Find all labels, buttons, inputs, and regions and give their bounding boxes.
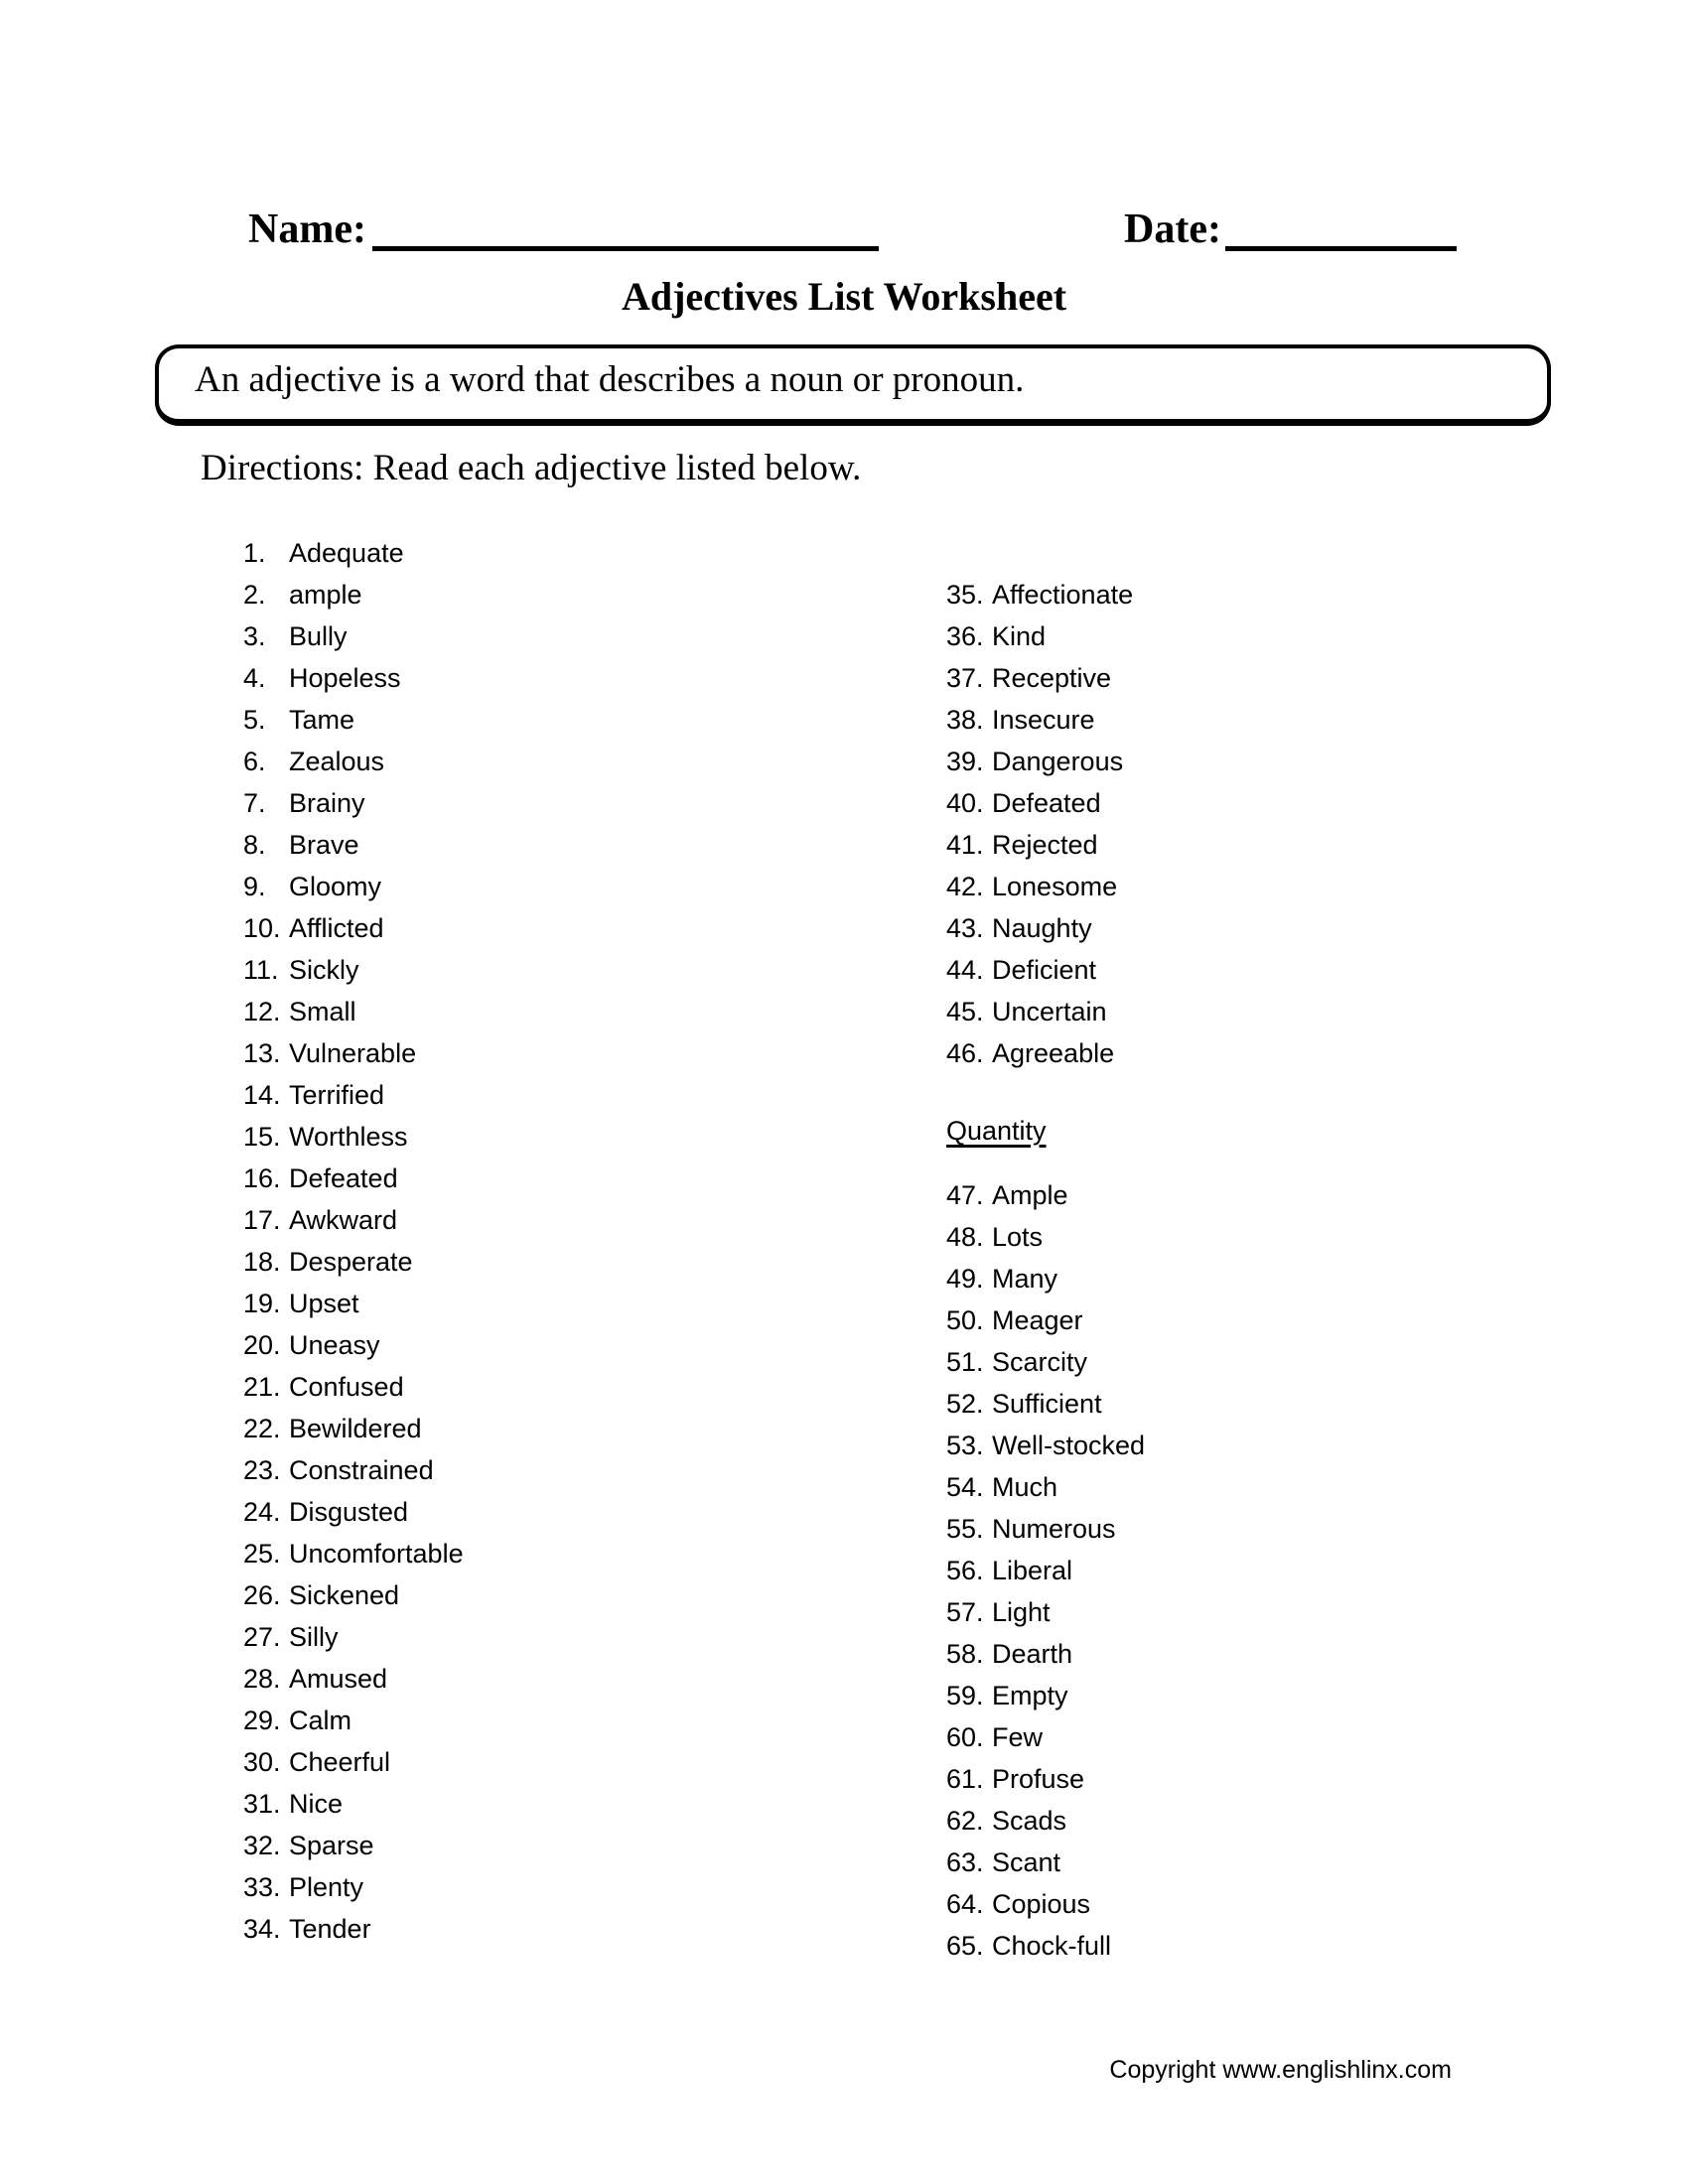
- list-item: [243, 1533, 464, 1574]
- item-word: Tender: [289, 1914, 371, 1944]
- item-word: Chock-full: [992, 1931, 1112, 1961]
- list-item: [243, 782, 464, 824]
- item-number: 46.: [946, 1038, 984, 1068]
- item-number: 7.: [243, 788, 266, 818]
- item-number: 45.: [946, 997, 984, 1026]
- item-word: Brave: [289, 830, 359, 860]
- item-number: 32.: [243, 1831, 281, 1860]
- list-item: [243, 866, 464, 907]
- list-item: [946, 1800, 1145, 1842]
- item-number: 48.: [946, 1222, 984, 1252]
- item-word: Lonesome: [992, 872, 1118, 901]
- list-item: [243, 741, 464, 782]
- item-word: Sparse: [289, 1831, 374, 1860]
- definition-box: [155, 344, 1551, 426]
- list-item: [243, 532, 464, 574]
- item-word: Profuse: [992, 1764, 1085, 1794]
- item-number: 5.: [243, 705, 266, 735]
- item-word: Light: [992, 1597, 1051, 1627]
- item-number: 36.: [946, 621, 984, 651]
- item-word: Defeated: [289, 1163, 398, 1193]
- list-item: [243, 907, 464, 949]
- list-item: [243, 949, 464, 991]
- item-number: 11.: [243, 955, 279, 985]
- item-word: Dearth: [992, 1639, 1073, 1669]
- item-number: 16.: [243, 1163, 281, 1193]
- name-label: Name:: [248, 206, 366, 252]
- item-number: 2.: [243, 580, 266, 610]
- item-number: 24.: [243, 1497, 281, 1527]
- date-blank-line: [1225, 246, 1457, 251]
- list-item: [946, 1842, 1145, 1883]
- list-item: [946, 1032, 1133, 1074]
- directions-text: Directions: Read each adjective listed below.: [201, 448, 862, 488]
- item-word: Defeated: [992, 788, 1101, 818]
- list-item: [946, 907, 1133, 949]
- item-word: Scads: [992, 1806, 1067, 1836]
- list-item: [243, 1616, 464, 1658]
- item-number: 42.: [946, 872, 984, 901]
- item-number: 50.: [946, 1305, 984, 1335]
- item-number: 34.: [243, 1914, 281, 1944]
- item-word: Plenty: [289, 1872, 364, 1902]
- item-number: 39.: [946, 747, 984, 776]
- list-item: [243, 1908, 464, 1950]
- item-number: 64.: [946, 1889, 984, 1919]
- list-item: [243, 699, 464, 741]
- list-item: [946, 574, 1133, 615]
- item-word: Ample: [992, 1180, 1068, 1210]
- item-word: Agreeable: [992, 1038, 1115, 1068]
- item-word: Desperate: [289, 1247, 413, 1277]
- item-number: 41.: [946, 830, 984, 860]
- copyright-text: Copyright www.englishlinx.com: [1109, 2056, 1452, 2084]
- list-item: [946, 1258, 1145, 1299]
- item-word: Sufficient: [992, 1389, 1102, 1419]
- item-word: Calm: [289, 1706, 352, 1735]
- item-number: 14.: [243, 1080, 281, 1110]
- list-item: [243, 1741, 464, 1783]
- item-number: 63.: [946, 1847, 984, 1877]
- item-word: Receptive: [992, 663, 1112, 693]
- list-item: [946, 615, 1133, 657]
- item-word: Lots: [992, 1222, 1044, 1252]
- item-word: Tame: [289, 705, 355, 735]
- item-word: Upset: [289, 1289, 359, 1318]
- list-item: [243, 1866, 464, 1908]
- item-number: 12.: [243, 997, 281, 1026]
- item-number: 57.: [946, 1597, 984, 1627]
- item-number: 53.: [946, 1431, 984, 1460]
- item-word: Affectionate: [992, 580, 1134, 610]
- item-number: 52.: [946, 1389, 984, 1419]
- item-word: Zealous: [289, 747, 385, 776]
- item-number: 37.: [946, 663, 984, 693]
- list-item: [243, 1366, 464, 1408]
- item-number: 1.: [243, 538, 266, 568]
- item-word: Much: [992, 1472, 1058, 1502]
- quantity-adjective-list: [946, 1174, 1145, 1967]
- list-item: [946, 1591, 1145, 1633]
- item-word: Scarcity: [992, 1347, 1088, 1377]
- item-number: 33.: [243, 1872, 281, 1902]
- item-word: Disgusted: [289, 1497, 409, 1527]
- quantity-section-heading: Quantity: [946, 1116, 1047, 1146]
- list-item: [243, 1408, 464, 1449]
- item-number: 20.: [243, 1330, 281, 1360]
- list-item: [243, 1074, 464, 1116]
- list-item: [946, 1633, 1145, 1675]
- item-number: 22.: [243, 1414, 281, 1443]
- item-word: Numerous: [992, 1514, 1116, 1544]
- list-item: [243, 1449, 464, 1491]
- list-item: [243, 1158, 464, 1199]
- item-number: 44.: [946, 955, 984, 985]
- list-item: [946, 1216, 1145, 1258]
- list-item: [946, 1883, 1145, 1925]
- item-number: 47.: [946, 1180, 984, 1210]
- list-item: [946, 824, 1133, 866]
- item-word: Dangerous: [992, 747, 1124, 776]
- item-word: Vulnerable: [289, 1038, 417, 1068]
- item-word: Insecure: [992, 705, 1095, 735]
- item-word: Few: [992, 1722, 1044, 1752]
- list-item: [946, 1925, 1145, 1967]
- item-number: 26.: [243, 1580, 281, 1610]
- list-item: [946, 741, 1133, 782]
- item-number: 9.: [243, 872, 266, 901]
- item-word: Scant: [992, 1847, 1061, 1877]
- list-item: [243, 574, 464, 615]
- item-word: Well-stocked: [992, 1431, 1146, 1460]
- list-item: [243, 1700, 464, 1741]
- list-item: [946, 991, 1133, 1032]
- list-item: [243, 1032, 464, 1074]
- list-item: [946, 949, 1133, 991]
- item-number: 31.: [243, 1789, 281, 1819]
- item-word: Empty: [992, 1681, 1068, 1710]
- item-number: 25.: [243, 1539, 281, 1569]
- item-word: Brainy: [289, 788, 365, 818]
- item-number: 30.: [243, 1747, 281, 1777]
- item-number: 38.: [946, 705, 984, 735]
- list-item: [946, 1341, 1145, 1383]
- list-item: [946, 1675, 1145, 1716]
- list-item: [946, 1299, 1145, 1341]
- item-number: 60.: [946, 1722, 984, 1752]
- list-item: [243, 1283, 464, 1324]
- item-number: 6.: [243, 747, 266, 776]
- list-item: [243, 1658, 464, 1700]
- item-number: 59.: [946, 1681, 984, 1710]
- item-word: Awkward: [289, 1205, 398, 1235]
- item-word: Kind: [992, 621, 1047, 651]
- list-item: [946, 866, 1133, 907]
- list-item: [243, 657, 464, 699]
- item-word: Sickly: [289, 955, 359, 985]
- list-item: [243, 1783, 464, 1825]
- item-number: 18.: [243, 1247, 281, 1277]
- item-number: 29.: [243, 1706, 281, 1735]
- item-word: Uncomfortable: [289, 1539, 464, 1569]
- item-word: Uneasy: [289, 1330, 380, 1360]
- adjective-list-right-column: [946, 574, 1133, 1074]
- list-item: [243, 1241, 464, 1283]
- item-number: 40.: [946, 788, 984, 818]
- list-item: [946, 1758, 1145, 1800]
- item-number: 10.: [243, 913, 281, 943]
- item-word: Adequate: [289, 538, 404, 568]
- item-word: Amused: [289, 1664, 388, 1694]
- adjective-list-left-column: [243, 532, 464, 1950]
- item-word: Copious: [992, 1889, 1091, 1919]
- item-word: Terrified: [289, 1080, 385, 1110]
- item-number: 28.: [243, 1664, 281, 1694]
- item-number: 21.: [243, 1372, 281, 1402]
- definition-text: An adjective is a word that describes a noun or pronoun.: [195, 359, 1025, 400]
- item-number: 17.: [243, 1205, 281, 1235]
- item-word: Bully: [289, 621, 348, 651]
- page-title: Adjectives List Worksheet: [621, 274, 1067, 319]
- item-number: 49.: [946, 1264, 984, 1294]
- item-word: Naughty: [992, 913, 1092, 943]
- item-word: Silly: [289, 1622, 339, 1652]
- item-word: Gloomy: [289, 872, 382, 901]
- item-word: ample: [289, 580, 362, 610]
- list-item: [243, 991, 464, 1032]
- item-word: Liberal: [992, 1556, 1073, 1585]
- item-number: 35.: [946, 580, 984, 610]
- item-number: 19.: [243, 1289, 281, 1318]
- item-word: Small: [289, 997, 356, 1026]
- list-item: [946, 1174, 1145, 1216]
- item-word: Many: [992, 1264, 1058, 1294]
- list-item: [946, 1383, 1145, 1425]
- item-word: Constrained: [289, 1455, 434, 1485]
- list-item: [946, 1466, 1145, 1508]
- item-number: 61.: [946, 1764, 984, 1794]
- item-number: 3.: [243, 621, 266, 651]
- list-item: [243, 1574, 464, 1616]
- item-number: 43.: [946, 913, 984, 943]
- list-item: [946, 1550, 1145, 1591]
- item-word: Confused: [289, 1372, 404, 1402]
- list-item: [243, 1324, 464, 1366]
- item-number: 51.: [946, 1347, 984, 1377]
- item-word: Hopeless: [289, 663, 401, 693]
- item-word: Rejected: [992, 830, 1098, 860]
- item-word: Afflicted: [289, 913, 384, 943]
- list-item: [243, 1199, 464, 1241]
- item-number: 27.: [243, 1622, 281, 1652]
- item-number: 56.: [946, 1556, 984, 1585]
- item-word: Nice: [289, 1789, 344, 1819]
- list-item: [243, 824, 464, 866]
- item-number: 54.: [946, 1472, 984, 1502]
- list-item: [243, 1491, 464, 1533]
- item-number: 13.: [243, 1038, 281, 1068]
- item-word: Bewildered: [289, 1414, 422, 1443]
- item-word: Worthless: [289, 1122, 408, 1152]
- list-item: [243, 615, 464, 657]
- item-number: 58.: [946, 1639, 984, 1669]
- item-word: Cheerful: [289, 1747, 391, 1777]
- item-number: 62.: [946, 1806, 984, 1836]
- list-item: [946, 1716, 1145, 1758]
- date-label: Date:: [1124, 206, 1221, 252]
- item-word: Uncertain: [992, 997, 1107, 1026]
- item-word: Meager: [992, 1305, 1083, 1335]
- list-item: [243, 1116, 464, 1158]
- item-number: 23.: [243, 1455, 281, 1485]
- name-blank-line: [372, 246, 879, 251]
- item-number: 65.: [946, 1931, 984, 1961]
- item-number: 4.: [243, 663, 266, 693]
- item-number: 55.: [946, 1514, 984, 1544]
- list-item: [946, 699, 1133, 741]
- list-item: [243, 1825, 464, 1866]
- list-item: [946, 657, 1133, 699]
- list-item: [946, 1425, 1145, 1466]
- item-word: Sickened: [289, 1580, 400, 1610]
- list-item: [946, 1508, 1145, 1550]
- list-item: [946, 782, 1133, 824]
- item-number: 8.: [243, 830, 266, 860]
- item-number: 15.: [243, 1122, 281, 1152]
- item-word: Deficient: [992, 955, 1097, 985]
